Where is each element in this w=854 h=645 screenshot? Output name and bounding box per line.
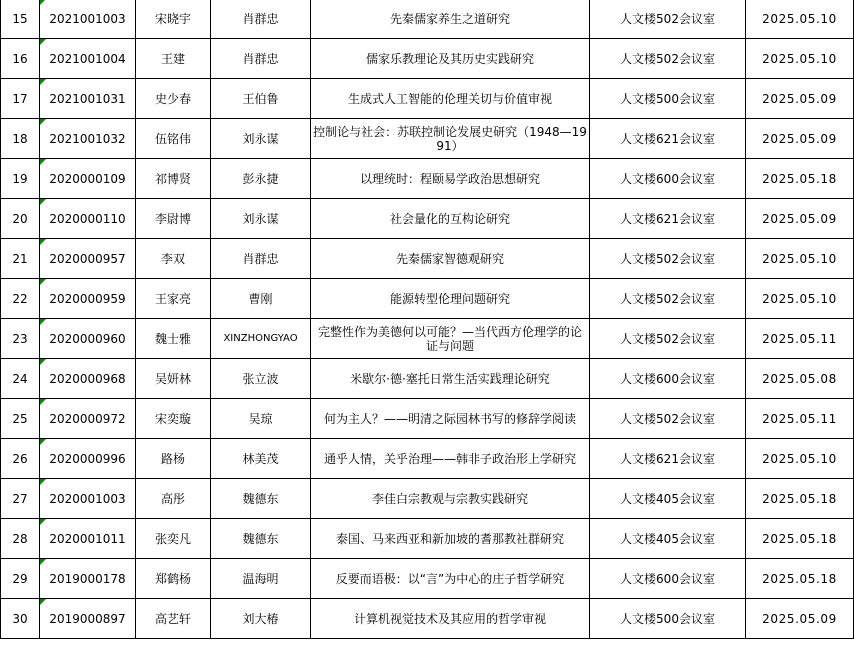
defense-room-cell[interactable]: 人文楼502会议室 — [590, 399, 746, 439]
student-id-cell[interactable]: 2020000109 — [40, 159, 136, 199]
advisor-cell[interactable]: 林美茂 — [211, 439, 311, 479]
thesis-title-cell[interactable]: 李佳白宗教观与宗教实践研究 — [311, 479, 590, 519]
table-row — [1, 519, 854, 559]
defense-room-cell[interactable]: 人文楼405会议室 — [590, 479, 746, 519]
advisor-cell[interactable]: 肖群忠 — [211, 0, 311, 39]
row-number-cell[interactable]: 29 — [1, 559, 40, 599]
student-name-cell[interactable]: 王建 — [136, 39, 211, 79]
advisor-cell[interactable]: 吴琼 — [211, 399, 311, 439]
student-id-cell[interactable]: 2021001003 — [40, 0, 136, 39]
student-name-cell[interactable]: 吴妍林 — [136, 359, 211, 399]
student-id-cell[interactable]: 2019000178 — [40, 559, 136, 599]
table-row — [1, 599, 854, 639]
defense-room-cell[interactable]: 人文楼405会议室 — [590, 519, 746, 559]
student-name-cell[interactable]: 李双 — [136, 239, 211, 279]
defense-room-cell[interactable]: 人文楼502会议室 — [590, 279, 746, 319]
defense-room-cell[interactable]: 人文楼621会议室 — [590, 199, 746, 239]
thesis-title-cell[interactable]: 泰国、马来西亚和新加坡的耆那教社群研究 — [311, 519, 590, 559]
student-name-cell[interactable]: 魏士雅 — [136, 319, 211, 359]
table-row — [1, 439, 854, 479]
row-number-cell[interactable]: 24 — [1, 359, 40, 399]
advisor-cell[interactable]: 魏德东 — [211, 519, 311, 559]
student-id-cell[interactable]: 2020000960 — [40, 319, 136, 359]
student-id-cell[interactable]: 2021001031 — [40, 79, 136, 119]
defense-date-cell[interactable]: 2025.05.10 — [746, 279, 854, 319]
table-row — [1, 119, 854, 159]
defense-room-cell[interactable]: 人文楼502会议室 — [590, 239, 746, 279]
thesis-title-cell[interactable]: 先秦儒家养生之道研究 — [311, 0, 590, 39]
table-row — [1, 559, 854, 599]
table-row — [1, 279, 854, 319]
defense-room-cell[interactable]: 人文楼600会议室 — [590, 559, 746, 599]
advisor-cell[interactable]: 刘永谋 — [211, 199, 311, 239]
student-name-cell[interactable]: 史少春 — [136, 79, 211, 119]
advisor-cell[interactable]: 刘永谋 — [211, 119, 311, 159]
table-row — [1, 479, 854, 519]
thesis-title-cell[interactable]: 生成式人工智能的伦理关切与价值审视 — [311, 79, 590, 119]
table-row — [1, 199, 854, 239]
thesis-title-cell[interactable]: 米歇尔·德·塞托日常生活实践理论研究 — [311, 359, 590, 399]
row-number-cell[interactable]: 25 — [1, 399, 40, 439]
student-id-cell[interactable]: 2020000968 — [40, 359, 136, 399]
student-name-cell[interactable]: 王家亮 — [136, 279, 211, 319]
thesis-title-cell[interactable]: 能源转型伦理问题研究 — [311, 279, 590, 319]
defense-date-cell[interactable]: 2025.05.10 — [746, 239, 854, 279]
table-row — [1, 0, 854, 39]
student-id-cell[interactable]: 2020001003 — [40, 479, 136, 519]
thesis-title-cell[interactable]: 通乎人情，关乎治理——韩非子政治形上学研究 — [311, 439, 590, 479]
table-row — [1, 359, 854, 399]
defense-date-cell[interactable]: 2025.05.18 — [746, 159, 854, 199]
table-row — [1, 319, 854, 359]
student-name-cell[interactable]: 祁博贤 — [136, 159, 211, 199]
thesis-title-cell[interactable]: 何为主人？——明清之际园林书写的修辞学阅读 — [311, 399, 590, 439]
defense-date-cell[interactable]: 2025.05.18 — [746, 479, 854, 519]
defense-date-cell[interactable]: 2025.05.08 — [746, 359, 854, 399]
advisor-cell[interactable]: 王伯鲁 — [211, 79, 311, 119]
student-id-cell[interactable]: 2020000972 — [40, 399, 136, 439]
student-id-cell[interactable]: 2020000957 — [40, 239, 136, 279]
advisor-cell[interactable]: 魏德东 — [211, 479, 311, 519]
defense-room-cell[interactable]: 人文楼621会议室 — [590, 439, 746, 479]
thesis-title-cell[interactable]: 控制论与社会：苏联控制论发展史研究（1948—1991） — [311, 119, 590, 159]
row-number-cell[interactable]: 26 — [1, 439, 40, 479]
advisor-cell[interactable]: 肖群忠 — [211, 239, 311, 279]
row-number-cell[interactable]: 15 — [1, 0, 40, 39]
thesis-title-cell[interactable]: 以理统时：程颐易学政治思想研究 — [311, 159, 590, 199]
row-number-cell[interactable]: 22 — [1, 279, 40, 319]
table-row — [1, 239, 854, 279]
thesis-title-cell[interactable]: 完整性作为美德何以可能？—当代西方伦理学的论证与问题 — [311, 319, 590, 359]
defense-date-cell[interactable]: 2025.05.09 — [746, 599, 854, 639]
advisor-cell[interactable]: 张立波 — [211, 359, 311, 399]
row-number-cell[interactable]: 30 — [1, 599, 40, 639]
student-name-cell[interactable]: 路杨 — [136, 439, 211, 479]
row-number-cell[interactable]: 23 — [1, 319, 40, 359]
student-id-cell[interactable]: 2020001011 — [40, 519, 136, 559]
defense-date-cell[interactable]: 2025.05.11 — [746, 319, 854, 359]
row-number-cell[interactable]: 19 — [1, 159, 40, 199]
student-name-cell[interactable]: 宋晓宇 — [136, 0, 211, 39]
thesis-title-cell[interactable]: 计算机视觉技术及其应用的哲学审视 — [311, 599, 590, 639]
thesis-title-cell[interactable]: 先秦儒家智德观研究 — [311, 239, 590, 279]
student-id-cell[interactable]: 2020000110 — [40, 199, 136, 239]
advisor-cell[interactable]: 肖群忠 — [211, 39, 311, 79]
advisor-cell[interactable]: XINZHONGYAO — [211, 319, 311, 359]
defense-room-cell[interactable]: 人文楼502会议室 — [590, 319, 746, 359]
student-name-cell[interactable]: 伍铭伟 — [136, 119, 211, 159]
defense-room-cell[interactable]: 人文楼600会议室 — [590, 359, 746, 399]
student-id-cell[interactable]: 2020000996 — [40, 439, 136, 479]
row-number-cell[interactable]: 17 — [1, 79, 40, 119]
student-id-cell[interactable]: 2019000897 — [40, 599, 136, 639]
student-id-cell[interactable]: 2021001004 — [40, 39, 136, 79]
table-row — [1, 399, 854, 439]
row-number-cell[interactable]: 18 — [1, 119, 40, 159]
defense-date-cell[interactable]: 2025.05.09 — [746, 119, 854, 159]
row-number-cell[interactable]: 16 — [1, 39, 40, 79]
defense-room-cell[interactable]: 人文楼502会议室 — [590, 39, 746, 79]
thesis-title-cell[interactable]: 反要而语极：以“言”为中心的庄子哲学研究 — [311, 559, 590, 599]
student-name-cell[interactable]: 宋奕璇 — [136, 399, 211, 439]
advisor-cell[interactable]: 彭永捷 — [211, 159, 311, 199]
defense-room-cell[interactable]: 人文楼500会议室 — [590, 79, 746, 119]
defense-date-cell[interactable]: 2025.05.09 — [746, 199, 854, 239]
defense-room-cell[interactable]: 人文楼600会议室 — [590, 159, 746, 199]
thesis-title-cell[interactable]: 儒家乐教理论及其历史实践研究 — [311, 39, 590, 79]
defense-date-cell[interactable]: 2025.05.10 — [746, 439, 854, 479]
table-body — [1, 0, 854, 639]
row-number-cell[interactable]: 20 — [1, 199, 40, 239]
student-name-cell[interactable]: 郑鹤杨 — [136, 559, 211, 599]
row-number-cell[interactable]: 28 — [1, 519, 40, 559]
defense-room-cell[interactable]: 人文楼621会议室 — [590, 119, 746, 159]
defense-date-cell[interactable]: 2025.05.18 — [746, 559, 854, 599]
defense-date-cell[interactable]: 2025.05.09 — [746, 79, 854, 119]
row-number-cell[interactable]: 21 — [1, 239, 40, 279]
table-row — [1, 39, 854, 79]
student-name-cell[interactable]: 高艺轩 — [136, 599, 211, 639]
table-row — [1, 79, 854, 119]
student-name-cell[interactable]: 李尉博 — [136, 199, 211, 239]
defense-date-cell[interactable]: 2025.05.11 — [746, 399, 854, 439]
student-id-cell[interactable]: 2020000959 — [40, 279, 136, 319]
defense-date-cell[interactable]: 2025.05.10 — [746, 39, 854, 79]
defense-date-cell[interactable]: 2025.05.18 — [746, 519, 854, 559]
advisor-cell[interactable]: 刘大椿 — [211, 599, 311, 639]
row-number-cell[interactable]: 27 — [1, 479, 40, 519]
student-id-cell[interactable]: 2021001032 — [40, 119, 136, 159]
advisor-cell[interactable]: 曹刚 — [211, 279, 311, 319]
student-name-cell[interactable]: 高彤 — [136, 479, 211, 519]
table-row — [1, 159, 854, 199]
defense-room-cell[interactable]: 人文楼502会议室 — [590, 0, 746, 39]
defense-date-cell[interactable]: 2025.05.10 — [746, 0, 854, 39]
student-name-cell[interactable]: 张奕凡 — [136, 519, 211, 559]
advisor-cell[interactable]: 温海明 — [211, 559, 311, 599]
thesis-title-cell[interactable]: 社会量化的互构论研究 — [311, 199, 590, 239]
defense-room-cell[interactable]: 人文楼500会议室 — [590, 599, 746, 639]
